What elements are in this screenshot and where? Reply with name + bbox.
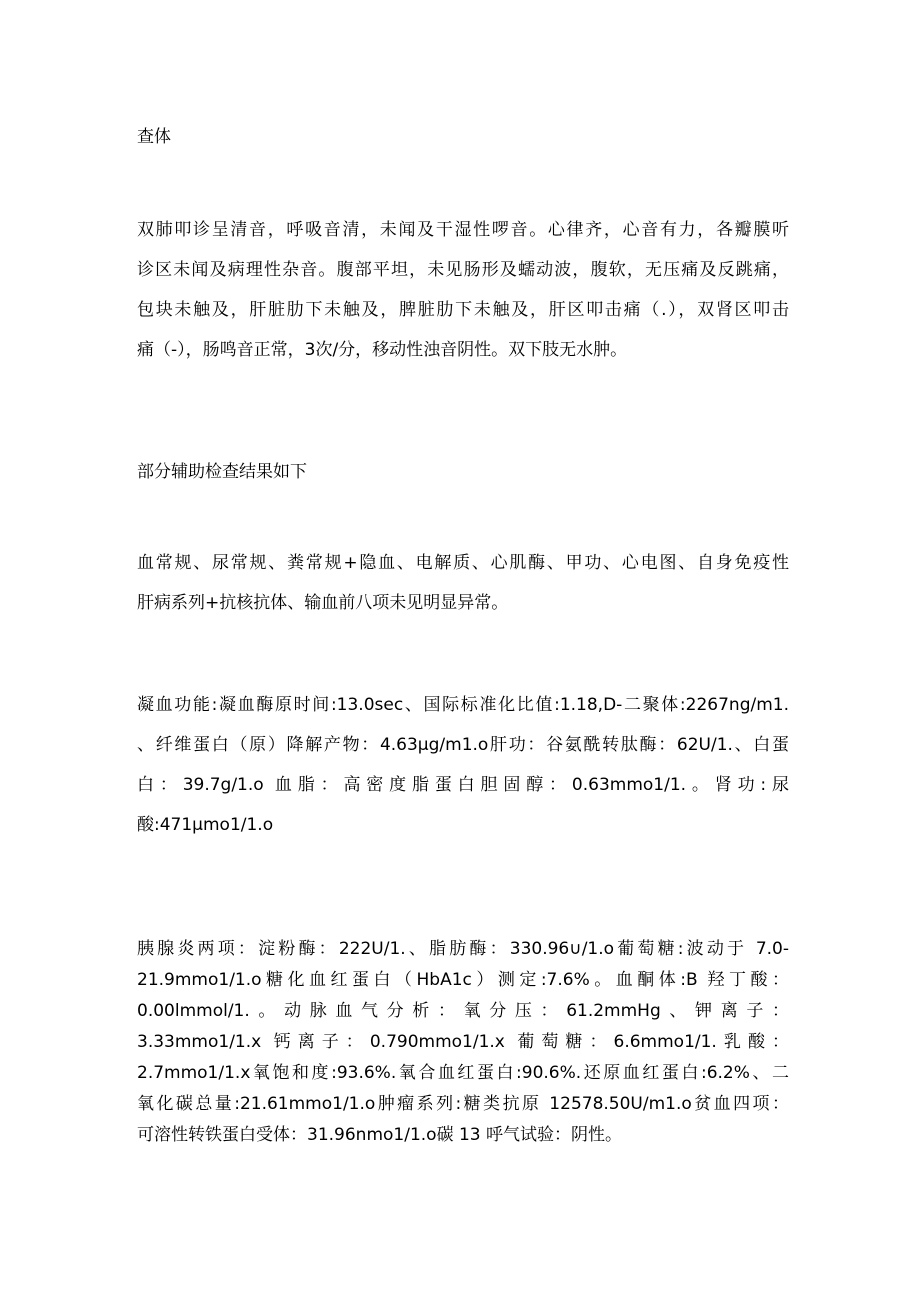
exam-paragraph xyxy=(137,210,789,370)
panc-line: 氧化碳总量:21.61mmo1∕1.o肿瘤系列:糖类抗原 12578.50U∕m1.o贫血四项： xyxy=(137,1094,789,1114)
coag-line: 、纤维蛋白（原）降解产物：4.63μg∕m1.o肝功：谷氨酰转肽酶：62U/1.、白蛋 xyxy=(137,735,789,755)
panc-line: 胰腺炎两项：淀粉酶：222U/1.、脂肪酶：330.96∪∕1.o葡萄糖:波动于 7.0- xyxy=(137,939,789,959)
panc-line: 可溶性转铁蛋白受体：31.96nmo1∕1.o碳 13 呼气试验：阴性。 xyxy=(137,1125,623,1145)
aux-heading: 部分辅助检查结果如下 xyxy=(137,462,307,482)
panc-paragraph xyxy=(137,934,789,1151)
panc-line: 3.33mmo1∕1.x 钙离子：0.790mmo1∕1.x 葡萄糖：6.6mmo1∕1.乳酸： xyxy=(137,1032,789,1052)
coag-line: 白：39.7g∕1.o 血脂：高密度脂蛋白胆固醇：0.63mmo1∕1.。肾功:尿 xyxy=(137,775,789,795)
exam-line: 痛（-），肠鸣音正常，3次/分，移动性浊音阴性。双下肢无水肿。 xyxy=(137,340,628,360)
summary-line: 血常规、尿常规、粪常规+隐血、电解质、心肌酶、甲功、心电图、自身免疫性 xyxy=(137,553,789,573)
exam-line: 包块未触及，肝脏肋下未触及，脾脏肋下未触及，肝区叩击痛（.），双肾区叩击 xyxy=(137,300,789,320)
exam-heading: 查体 xyxy=(137,127,171,147)
coag-paragraph xyxy=(137,685,789,845)
coag-line: 凝血功能:凝血酶原时间:13.0sec、国际标准化比值:1.18,D-二聚体:2267ng/m1. xyxy=(137,695,789,715)
summary-paragraph xyxy=(137,543,789,623)
exam-line: 双肺叩诊呈清音，呼吸音清，未闻及干湿性啰音。心律齐，心音有力，各瓣膜听 xyxy=(137,220,789,240)
panc-line: 21.9mmo1∕1.o糖化血红蛋白（HbA1c）测定:7.6%。血酮体:B 羟丁酸： xyxy=(137,970,789,990)
panc-line: 0.00lmmol/1.。动脉血气分析：氧分压：61.2mmHg、钾离子： xyxy=(137,1001,789,1021)
panc-line: 2.7mmo1∕1.x氧饱和度:93.6%.氧合血红蛋白:90.6%.还原血红蛋白:6.2%、二 xyxy=(137,1063,789,1083)
coag-line: 酸:471μmo1∕1.o xyxy=(137,815,274,835)
exam-line: 诊区未闻及病理性杂音。腹部平坦，未见肠形及蠕动波，腹软，无压痛及反跳痛， xyxy=(137,260,789,280)
summary-line: 肝病系列+抗核抗体、输血前八项未见明显异常。 xyxy=(137,593,509,613)
